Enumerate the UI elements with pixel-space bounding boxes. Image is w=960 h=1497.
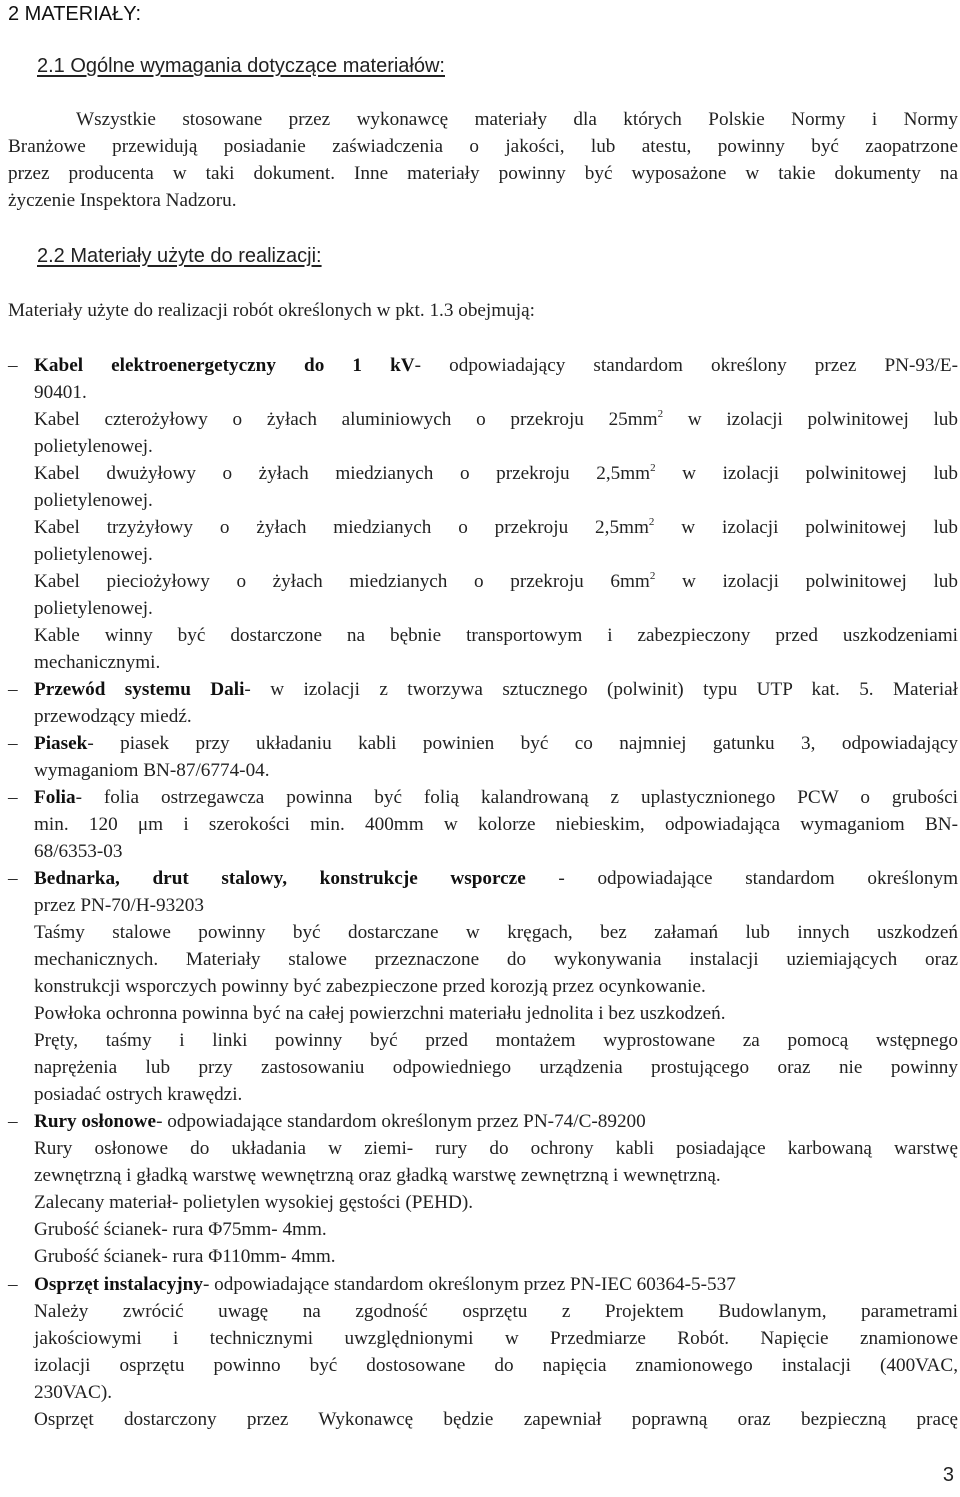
item-line xyxy=(34,514,958,541)
item-line xyxy=(34,865,958,892)
item-line: mechanicznych. Materiały stalowe przeznaczone do wykonywania instalacji uziemiających oraz xyxy=(34,949,958,970)
item-line: naprężenia lub przy zastosowaniu odpowiedniego urządzenia prostującego oraz nie powinny xyxy=(34,1057,958,1078)
item-line: Należy zwrócić uwagę na zgodność osprzętu z Projektem Budowlanym, parametrami xyxy=(34,1301,958,1322)
item-text: w izolacji polwinitowej lub xyxy=(655,571,958,592)
item-text: Kabel czterożyłowy o żyłach aluminiowych o przekroju 25mm xyxy=(34,409,658,430)
item-text: - odpowiadające standardom określonym przez PN-74/C-89200 xyxy=(156,1111,646,1132)
item-line: posiadać ostrych krawędzi. xyxy=(34,1084,243,1105)
item-title: Rury osłonowe xyxy=(34,1111,157,1132)
section-heading: 2 MATERIAŁY: xyxy=(8,3,142,25)
item-line: polietylenowej. xyxy=(34,490,153,511)
item-title: Folia xyxy=(34,787,76,808)
item-line xyxy=(34,730,958,757)
item-text: w izolacji polwinitowej lub xyxy=(663,409,958,430)
item-title: Osprzęt instalacyjny xyxy=(34,1274,203,1295)
item-title: Piasek xyxy=(34,733,88,754)
item-line: polietylenowej. xyxy=(34,598,153,619)
list-dash: – xyxy=(8,1274,18,1295)
item-line: Grubość ścianek- rura Φ110mm- 4mm. xyxy=(34,1246,336,1267)
intro-line: życzenie Inspektora Nadzoru. xyxy=(8,190,237,211)
superscript: 2 xyxy=(657,408,664,420)
lead-paragraph xyxy=(8,297,958,324)
item-line: jakościowymi i technicznymi uwzględnionymi w Przedmiarze Robót. Napięcie znamionowe xyxy=(34,1328,958,1349)
item-text: Kabel dwużyłowy o żyłach miedzianych o przekroju 2,5mm xyxy=(34,463,651,484)
item-line: Powłoka ochronna powinna być na całej powierzchni materiału jednolita i bez uszkodzeń. xyxy=(34,1003,726,1024)
item-line: przez PN-70/H-93203 xyxy=(34,895,204,916)
item-line: konstrukcji wsporczych powinny być zabezpieczone przed korozją przez ocynkowanie. xyxy=(34,976,706,997)
item-line: Kable winny być dostarczone na bębnie transportowym i zabezpieczony przed uszkodzeniami xyxy=(34,625,958,646)
intro-line: przez producenta w taki dokument. Inne materiały powinny być wyposażone w takie dokumenty na xyxy=(8,163,958,184)
item-line: 68/6353-03 xyxy=(34,841,123,862)
item-text: - odpowiadające standardom określonym xyxy=(525,868,958,889)
item-line xyxy=(34,1271,958,1298)
list-item-body xyxy=(34,352,958,676)
item-text: w izolacji polwinitowej lub xyxy=(655,463,958,484)
item-title: Kabel elektroenergetyczny do 1 kV xyxy=(34,355,415,376)
item-text: Kabel pieciożyłowy o żyłach miedzianych o przekroju 6mm xyxy=(34,571,650,592)
subsection-title: 2.1 Ogólne wymagania dotyczące materiałów: xyxy=(37,55,445,77)
item-line xyxy=(34,352,958,379)
item-title: Bednarka, drut stalowy, konstrukcje wsporcze xyxy=(34,868,526,889)
superscript: 2 xyxy=(648,516,655,528)
item-line: mechanicznymi. xyxy=(34,652,161,673)
intro-line: Branżowe przewidują posiadanie zaświadczenia o jakości, lub atestu, powinny być zaopatrzone xyxy=(8,136,958,157)
list-dash: – xyxy=(8,355,18,376)
item-text: w izolacji polwinitowej lub xyxy=(654,517,958,538)
item-line: Pręty, taśmy i linki powinny być przed montażem wyprostowane za pomocą wstępnego xyxy=(34,1030,958,1051)
item-text: - piasek przy układaniu kabli powinien być co najmniej gatunku 3, odpowiadający xyxy=(87,733,958,754)
superscript: 2 xyxy=(649,570,656,582)
item-line: Osprzęt dostarczony przez Wykonawcę będzie zapewniał poprawną oraz bezpieczną pracę xyxy=(34,1409,958,1430)
item-text: - odpowiadające standardom określonym przez PN-IEC 60364-5-537 xyxy=(202,1274,736,1295)
list-dash: – xyxy=(8,679,18,700)
intro-paragraph xyxy=(8,106,958,214)
item-title: Przewód systemu Dali xyxy=(34,679,245,700)
item-text: - w izolacji z tworzywa sztucznego (polwinit) typu UTP kat. 5. Materiał xyxy=(244,679,958,700)
item-line xyxy=(34,460,958,487)
list-item-body xyxy=(34,730,958,784)
list-dash: – xyxy=(8,733,18,754)
item-line: 230VAC). xyxy=(34,1382,113,1403)
item-line xyxy=(34,784,958,811)
item-line: polietylenowej. xyxy=(34,436,153,457)
list-dash: – xyxy=(8,1111,18,1132)
list-item-body xyxy=(34,676,958,730)
intro-line: Wszystkie stosowane przez wykonawcę materiały dla których Polskie Normy i Normy xyxy=(76,109,958,130)
item-line xyxy=(34,406,958,433)
item-line: Taśmy stalowe powinny być dostarczane w kręgach, bez załamań lub innych uszkodzeń xyxy=(34,922,958,943)
item-line: Rury osłonowe do układania w ziemi- rury do ochrony kabli posiadające karbowaną warstwę xyxy=(34,1138,958,1159)
lead-line: Materiały użyte do realizacji robót określonych w pkt. 1.3 obejmują: xyxy=(8,300,535,321)
list-dash: – xyxy=(8,787,18,808)
item-line: 90401. xyxy=(34,382,87,403)
item-line: przewodzący miedź. xyxy=(34,706,192,727)
list-item-body xyxy=(34,784,958,865)
item-line xyxy=(34,676,958,703)
item-text: - folia ostrzegawcza powinna być folią kalandrowaną z uplastycznionego PCW o grubości xyxy=(75,787,958,808)
item-line: polietylenowej. xyxy=(34,544,153,565)
item-line xyxy=(34,568,958,595)
list-item-body xyxy=(34,1108,958,1270)
item-line xyxy=(34,1108,958,1135)
page-number: 3 xyxy=(942,1464,954,1486)
item-line: wymaganiom BN-87/6774-04. xyxy=(34,760,270,781)
item-text: - odpowiadający standardom określony przez PN-93/E- xyxy=(414,355,958,376)
subsection-title: 2.2 Materiały użyte do realizacji: xyxy=(37,245,322,267)
list-item-body xyxy=(34,865,958,1108)
item-line: Zalecany materiał- polietylen wysokiej gęstości (PEHD). xyxy=(34,1192,474,1213)
superscript: 2 xyxy=(650,462,656,474)
subsection-heading-2-1 xyxy=(37,52,445,80)
item-line: izolacji osprzętu powinno być dostosowane do napięcia znamionowego instalacji (400VAC, xyxy=(34,1355,958,1376)
item-text: Kabel trzyżyłowy o żyłach miedzianych o przekroju 2,5mm xyxy=(34,517,649,538)
item-line: min. 120 μm i szerokości min. 400mm w kolorze niebieskim, odpowiadająca wymaganiom BN- xyxy=(34,814,958,835)
list-dash: – xyxy=(8,868,18,889)
list-item-body xyxy=(34,1271,958,1433)
item-line: zewnętrzną i gładką warstwę wewnętrzną oraz gładką warstwę zewnętrzną i wewnętrzną. xyxy=(34,1165,721,1186)
item-line: Grubość ścianek- rura Φ75mm- 4mm. xyxy=(34,1219,327,1240)
subsection-heading-2-2 xyxy=(37,242,322,270)
